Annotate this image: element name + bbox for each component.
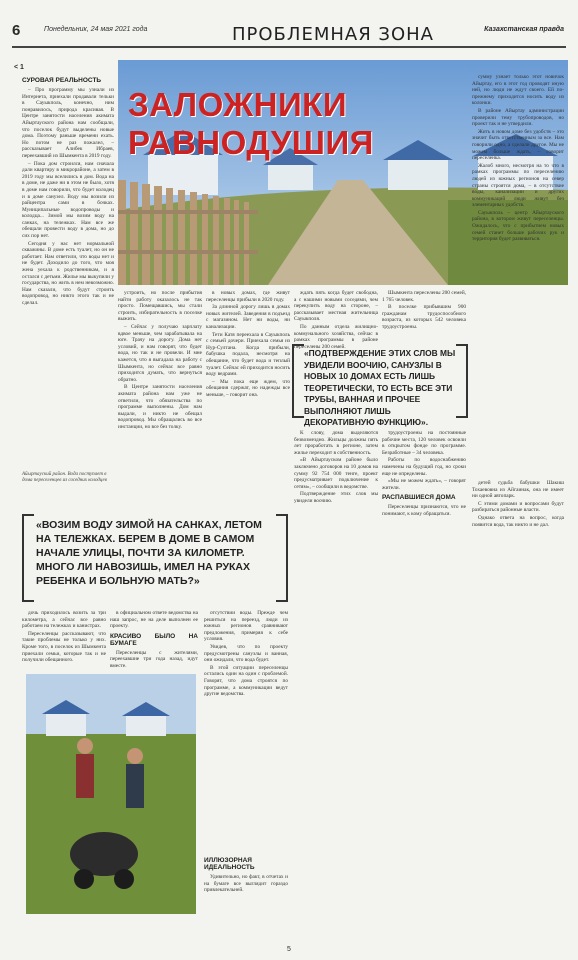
family-photo — [26, 674, 196, 914]
paragraph: – Про программу мы узнали из Интернета, приехали продавали тельки в Сауыкполь, конечно, ним понравилось, природа красивая. В Центре занятости населения акимата Айыртауского района нам сообщали, что поселок будут выделены новые дома. Поэтому раньше времени ехать. Но потом не раз пожалел, – рассказывает Алибек Ибраев, переехавший из Шымкента в 2019 году. — [22, 87, 114, 159]
article-column-1 — [22, 74, 114, 470]
paragraph: Переселенцы с жителями, переехавшие три года назад, идут вместе. — [110, 649, 198, 669]
paragraph: Однако ответа на вопрос, когда появится вода, так никто и не дал. — [472, 514, 564, 528]
paragraph: детей судьба бабушки Шакиш Тохаевовна из Айгаинак, она не имеет ни одной автопарк. — [472, 480, 564, 500]
paragraph: По данным отдела жилищно-коммунального хозяйства, сейчас в рамках программы в районе переселены 200 семей. — [294, 323, 378, 350]
continuation-mark: < 1 — [14, 64, 24, 71]
paragraph: в официальном ответе ведомства на наш запрос, не на деле выполнен ее проекту. — [110, 610, 198, 630]
paragraph: отсутствии воды. Прежде чем решиться на переезд, люди из южных регионов сравнивают предложения, примеряя к себе условия. — [204, 610, 288, 643]
family-image — [26, 674, 196, 914]
paragraph: сумму узнает только этот новичок Айыртау, его в этот год проводят иную ней, но люди не ждут своего. Ей по-прежнему приходится носить воду из колонки. — [472, 74, 564, 107]
paragraph: в новых домах, где живут переселенцы прибыли в 2020 году. — [206, 290, 290, 303]
newspaper-name: Казахстанская правда — [484, 26, 564, 33]
article-column-lower-3b — [204, 854, 288, 934]
paragraph: В поселке прибывшим 900 гражданам трудоспособного возраста, из которых 542 человека трудоустроены. — [382, 304, 466, 330]
article-column-lower-5 — [382, 430, 466, 930]
paragraph: Подтверждение этих слов мы увидели воочию. — [294, 491, 378, 504]
article-column-lower-3 — [204, 610, 288, 850]
paragraph: За длинной дорогу лишь в домах новых жителей. Заведения в подъезд с магазином. Нет ни воды, ни канализации. — [206, 304, 290, 330]
subheading-illusory: ИЛЛЮЗОРНАЯ ИДЕАЛЬНОСТЬ — [204, 857, 255, 871]
paragraph: В Центре занятости населения акимата района нам уже не ответили, что обязательства по программе выполнены. Дом нам выдали, и никто не обещал водопровод. Мы обращались во все инстанции, но все без толку. — [118, 384, 202, 430]
article-column-3 — [206, 290, 290, 470]
paragraph: «В Айыртауском районе было заключено договоров на 10 домов на сумму 92 754 000 тенге, проект предусматривает подключение к сетям», – сообщили в ведомстве. — [294, 457, 378, 490]
paragraph: Сегодня у нас нет нормальной скважины. В доме есть туалет, но он не работает. Нам ответили, что воды нет и не будет. Доходило до того, что моя жена уехала к родственникам, и я остался с детьми. Жилье мы выкупили у государства, но жить в нем невозможно. Нам сказали, что будут строить водопровод, но никто этого так и не сделал. — [22, 240, 114, 306]
paragraph: Жалоб много, несмотря на то что в рамках программы по переселению людей из южных регионов на север страны строятся дома, – в отсутствие воды, канализации и других коммуникаций люди живут без элементарных удобств. — [472, 162, 564, 209]
quote-bracket-left — [22, 514, 34, 602]
paragraph: Сауыкполь – центр Айыртауского района, в котором живут переселенцы. Ожидалось, что с прибытием новых семей станет больше рабочих рук и территория будет развиваться. — [472, 209, 564, 243]
pull-quote-1: «ПОДТВЕРЖДЕНИЕ ЭТИХ СЛОВ МЫ УВИДЕЛИ ВООЧИЮ, САНУЗЛЫ В НОВЫХ 10 ДОМАХ ЕСТЬ ЛИШЬ ТЕОРЕТИЧЕСКИ, ТО ЕСТЬ ВСЕ ЭТИ ТРУБЫ, ВАННАЯ И ПРОЧЕЕ ВЫПОЛНЯЮТ ЛИШЬ ДЕКОРАТИВНУЮ ФУНКЦИЮ». — [304, 348, 456, 427]
paragraph: «Мы не можем ждать», – говорят жители. — [382, 478, 466, 491]
quote-bracket-left — [292, 344, 304, 418]
quote-bracket-right — [276, 514, 288, 602]
article-column-2 — [118, 290, 202, 470]
subheading-broken: РАСПАВШИЕСЯ ДОМА — [382, 494, 456, 502]
paragraph: Переселенцы рассказывают, что такие проблемы не только у них. Кроме того, в поселок из Шымкента приехали семьи, которые так и не получили обещанного. — [22, 630, 106, 664]
paragraph: – Пока дом строился, нам сначала дали квартиру в микрорайоне, а затем в 2019 году мы вселились в дом. Вода на в доме, не даже ни в этом не было, хотя в доме нам говорили, что будет колодец и в доме санузел. Воду мы возили из райцентра сами в бочках. Муниципальные водопроводы и колодца... Зимой мы возим воду на санках, на тележках. Нам все же обещали провести воду в дома, но до сих пор нет. — [22, 160, 114, 240]
subheading-reality: СУРОВАЯ РЕАЛЬНОСТЬ — [22, 77, 102, 84]
paragraph: Жить в новом доме без удобств – это значит быть ответственным за все. Нам говорили одно, а сделали другое. Мы не можем больше ждать, – говорит переселенка. — [472, 128, 564, 162]
paragraph: устроить, но после прибытия найти работу оказалось не так просто. Помещавшись, мы стали строить, избирательность в поселке выжить. — [118, 290, 202, 323]
paragraph: – Сейчас у получаю зарплату вдвое меньше, чем зарабатывала на юге. Трачу на дорогу. Дома нет условий, и нам говорят, что будет вода, но так и не провели. И мне кажется, что я выгадала на работу с Шымкента, но сейчас все равно приходится думать, что вернуться обратно. — [118, 323, 202, 383]
paragraph: К слову, дома выделяются безвозмездно. Жильцы должны пять лет проработать в регионе, затем жилье переходит в собственность. — [294, 430, 378, 456]
paragraph: ждать пять когда будет свободна, а с нашими новыми соседями, чем перекупить воду на стороне, – рассказывает местная жительница Сауыкполя. — [294, 290, 378, 323]
paragraph: Переселенцы признаются, что не понимают, к кому обращаться. — [382, 504, 466, 517]
paragraph: Увидев, что по проекту предусмотрены санузлы и ванная, они ожидали, что вода будет. — [204, 643, 288, 664]
paragraph: трудоустроены на постоянные рабочие места, 120 человек освоили в открытом фонде по программе. Безработные – 34 человека. — [382, 430, 466, 456]
article-column-lower-4 — [294, 430, 378, 930]
header-rule — [12, 46, 566, 48]
article-column-lower-1 — [22, 610, 106, 674]
paragraph: Тети Катя переехала в Сауыкполь с семьей дочери. Приехала семья из Нур-Султана. Когда прибыли, бабушка подала, несмотря на обещание, что будет вода и теплый туалет. Сейчас ей приходится носить воду ведрами. — [206, 331, 290, 378]
page-number: 6 — [12, 22, 21, 39]
subheading-paper: КРАСИВО БЫЛО НА БУМАГЕ — [110, 632, 198, 647]
paragraph: Работы по водоснабжению намечены на будущий год, но сроки еще не определены. — [382, 457, 466, 477]
photo-caption: Айыртауский район. Вода поступает в дома переселенцев из соседних колодцев — [22, 472, 107, 483]
article-column-5 — [382, 290, 466, 336]
paragraph: В районе Айыртау администрации проверили тему трубопроводов, но проект так и не утвердили. — [472, 107, 564, 128]
article-column-right — [472, 74, 564, 470]
paragraph: В этой ситуации переселенцы остались один на один с проблемой. Говорят, что дома строятся по программе, а коммуникации ведут другие ведомства. — [204, 664, 288, 698]
page-header — [0, 0, 578, 44]
article-title: ЗАЛОЖНИКИ РАВНОДУШИЯ — [128, 86, 374, 161]
paragraph: дочь приходилось возить за три километра, а сейчас все равно работаем на тележках и канистрах. — [22, 610, 106, 630]
paragraph: Удивительно, но факт, в отчетах и на бумаге все выглядит гораздо привлекательней. — [204, 874, 288, 894]
bottom-page-number: 5 — [287, 946, 291, 953]
article-column-4 — [294, 290, 378, 350]
pull-quote-2: «ВОЗИМ ВОДУ ЗИМОЙ НА САНКАХ, ЛЕТОМ НА ТЕЛЕЖКАХ. БЕРЕМ В ДОМЕ В САМОМ НАЧАЛЕ УЛИЦЫ, ПОЧТИ ЗА КИЛОМЕТР. МНОГО ЛИ НАВОЗИШЬ, ИМЕЛ НА РУКАХ РЕБЕНКА И БОЛЬНУЮ МАТЬ?» — [36, 519, 262, 587]
paragraph: С этими домами и вопросами будут разбираться районные власти. — [472, 500, 564, 514]
article-column-lower-right — [472, 480, 564, 930]
paragraph: – Мы пока еще ждем, что обещания сдержат, но надежды все меньше, – говорит она. — [206, 378, 290, 398]
issue-date: Понедельник, 24 мая 2021 года — [44, 26, 148, 33]
article-column-lower-2 — [110, 610, 198, 674]
section-title: ПРОБЛЕМНАЯ ЗОНА — [232, 24, 434, 45]
paragraph: Шымкента переселены 200 семей, 1 765 человек. — [382, 290, 466, 303]
